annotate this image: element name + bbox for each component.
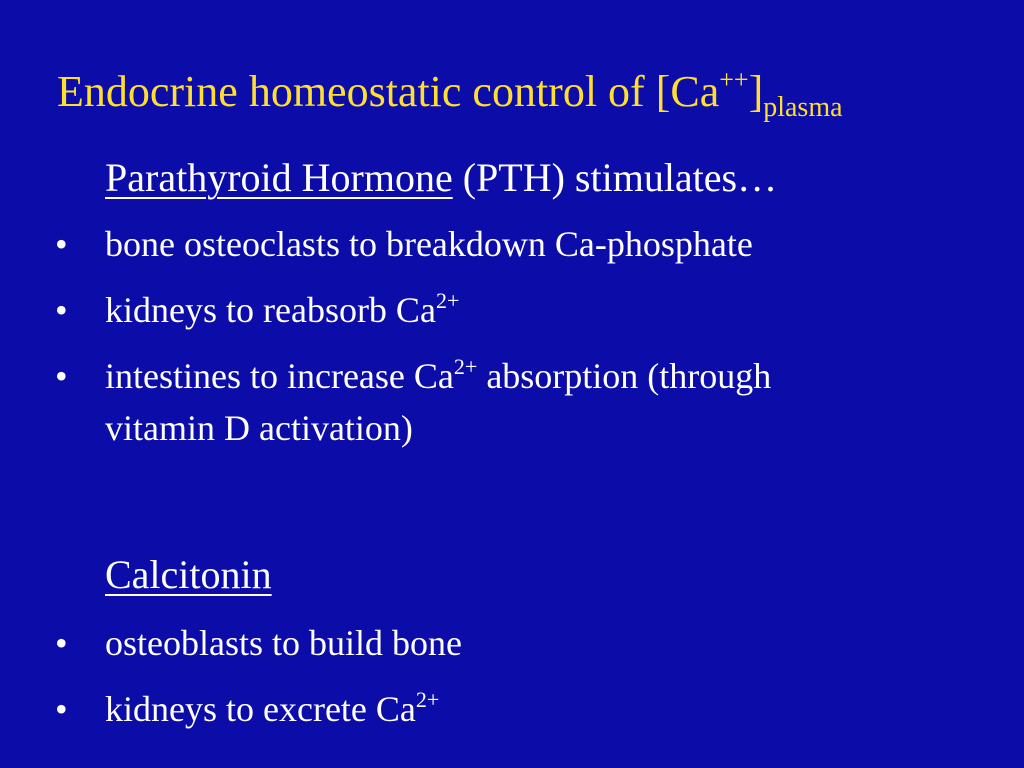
list-item-text-main: bone osteoclasts to breakdown Ca-phosphate bbox=[105, 224, 753, 264]
pth-heading bbox=[105, 152, 777, 204]
pth-heading-underlined: Parathyroid Hormone bbox=[105, 155, 453, 200]
list-item-text-continued: absorption (through bbox=[477, 356, 772, 396]
title-subscript: plasma bbox=[763, 92, 843, 123]
bullet-marker: • bbox=[55, 356, 68, 396]
calcitonin-heading-underlined: Calcitonin bbox=[105, 552, 272, 597]
list-item-text bbox=[105, 683, 985, 735]
list-item-text bbox=[105, 350, 985, 454]
bullet-marker: • bbox=[55, 290, 68, 330]
slide-title bbox=[57, 62, 843, 122]
list-item-superscript: 2+ bbox=[415, 687, 440, 712]
list-item-text-main: kidneys to excrete Ca bbox=[105, 689, 416, 729]
bullet-marker: • bbox=[55, 623, 68, 663]
calcitonin-heading bbox=[105, 549, 272, 601]
title-text: Endocrine homeostatic control of [Ca bbox=[57, 67, 720, 116]
title-superscript: ++ bbox=[719, 65, 749, 94]
list-item-text bbox=[105, 218, 985, 270]
list-item-superscript: 2+ bbox=[435, 288, 460, 313]
list-item-text-line2: vitamin D activation) bbox=[105, 408, 413, 448]
title-bracket: ] bbox=[748, 67, 764, 116]
list-item-text bbox=[105, 617, 985, 669]
pth-heading-rest: (PTH) stimulates… bbox=[452, 155, 778, 200]
list-item-text-main: osteoblasts to build bone bbox=[105, 623, 462, 663]
list-item-text-main: intestines to increase Ca bbox=[105, 356, 454, 396]
list-item-text bbox=[105, 284, 985, 336]
bullet-marker: • bbox=[55, 224, 68, 264]
bullet-marker: • bbox=[55, 689, 68, 729]
list-item-superscript: 2+ bbox=[453, 354, 478, 379]
list-item-text-main: kidneys to reabsorb Ca bbox=[105, 290, 436, 330]
